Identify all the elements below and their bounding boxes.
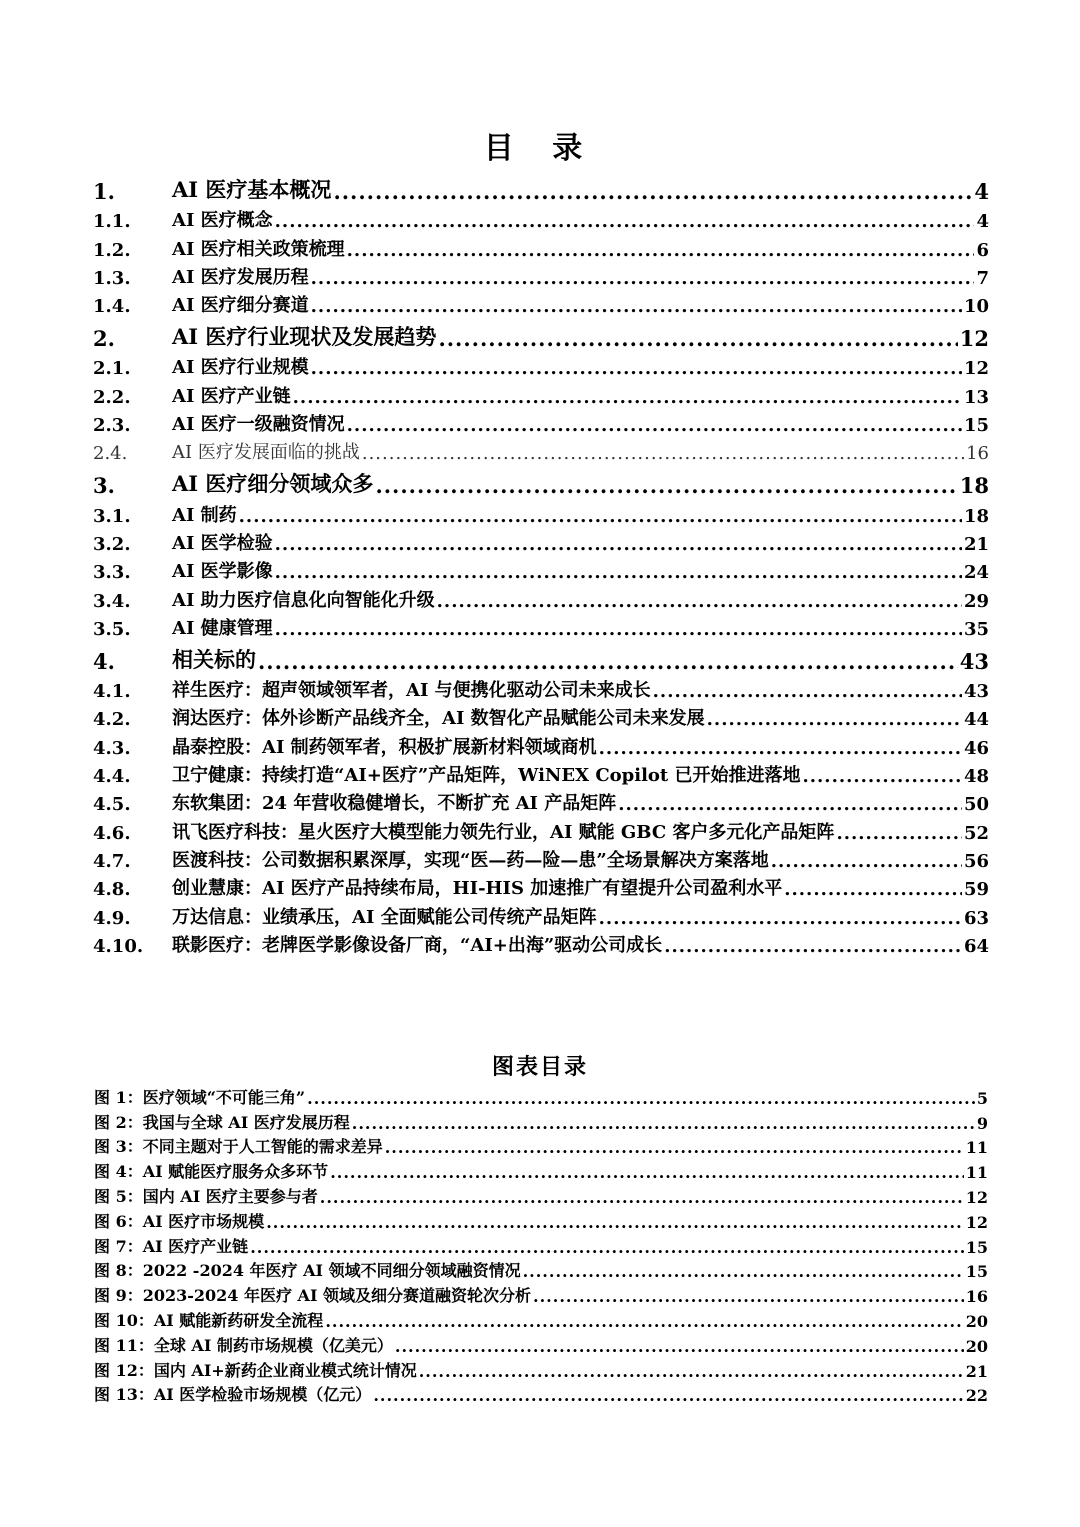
dot-leader — [258, 649, 958, 674]
toc-entry-label: AI 制药 — [172, 504, 237, 526]
toc-entry-page: 44 — [963, 709, 989, 731]
toc-entry[interactable] — [93, 379, 989, 407]
figure-entry-page: 11 — [965, 1163, 988, 1183]
toc-entry-page: 50 — [963, 794, 989, 816]
figure-entry[interactable] — [94, 1108, 988, 1133]
dot-leader — [250, 1238, 964, 1257]
toc-entry-number: 2. — [93, 326, 115, 352]
toc-entry-page: 48 — [963, 766, 989, 788]
dot-leader — [771, 851, 962, 872]
toc-entry-page: 21 — [963, 533, 989, 555]
toc-entry-label: AI 医疗细分赛道 — [172, 295, 309, 317]
toc-entry-label: 联影医疗：老牌医学影像设备厂商，“AI+出海”驱动公司成长 — [172, 934, 663, 956]
toc-entry[interactable] — [93, 555, 989, 583]
figure-entry-label: 图 1：医疗领域“不可能三角” — [94, 1087, 306, 1107]
figure-entry[interactable] — [94, 1257, 988, 1282]
figure-entry-label: 图 7：AI 医疗产业链 — [94, 1236, 249, 1256]
toc-entry-number: 4.4. — [93, 766, 131, 788]
toc-entry-number: 1.3. — [93, 267, 131, 289]
figure-entry[interactable] — [94, 1232, 988, 1257]
dot-leader — [347, 240, 975, 261]
dot-leader — [419, 1362, 964, 1381]
figure-entry-label: 图 8：2022 -2024 年医疗 AI 领域不同细分领域融资情况 — [94, 1261, 521, 1281]
toc-entry[interactable] — [93, 261, 989, 289]
toc-entry-number: 2.4. — [93, 443, 128, 465]
toc-entry[interactable] — [93, 317, 989, 351]
toc-entry-page: 6 — [976, 239, 989, 261]
figure-entry[interactable] — [94, 1207, 988, 1232]
toc-entry-number: 1.2. — [93, 239, 131, 261]
toc-entry-label: AI 医疗一级融资情况 — [172, 414, 345, 436]
dot-leader — [239, 506, 962, 527]
toc-entry-page: 29 — [963, 590, 989, 612]
toc-entry-label: AI 医疗细分领域众多 — [172, 471, 374, 497]
dot-leader — [275, 562, 962, 583]
toc-entry-label: 医渡科技：公司数据积累深厚，实现“医—药—险—患”全场景解决方案落地 — [172, 849, 769, 871]
figure-entry-page: 15 — [965, 1237, 988, 1257]
dot-leader — [618, 794, 962, 815]
dot-leader — [266, 1213, 964, 1232]
toc-entry-label: AI 医疗行业规模 — [172, 357, 309, 379]
toc-entry-page: 56 — [963, 850, 989, 872]
toc-entry-page: 35 — [963, 618, 989, 640]
figure-entry-page: 22 — [965, 1386, 988, 1406]
toc-entry[interactable] — [93, 464, 989, 498]
toc-entry-label: AI 医疗产业链 — [172, 385, 291, 407]
toc-entry-label: 祥生医疗：超声领域领军者，AI 与便携化驱动公司未来成长 — [172, 680, 651, 702]
toc-entry-number: 3.3. — [93, 562, 131, 584]
dot-leader — [784, 879, 962, 900]
toc-entry-page: 15 — [963, 415, 989, 437]
toc-entry[interactable] — [93, 640, 989, 674]
toc-entry-label: AI 医学影像 — [172, 561, 273, 583]
toc-entry[interactable] — [93, 872, 989, 900]
figure-entry-label: 图 11：全球 AI 制药市场规模（亿美元） — [94, 1335, 393, 1355]
figure-entry-page: 9 — [976, 1113, 988, 1133]
toc-entry[interactable] — [93, 351, 989, 379]
dot-leader — [311, 268, 975, 289]
toc-entry-number: 3.5. — [93, 618, 131, 640]
figure-entry-label: 图 5：国内 AI 医疗主要参与者 — [94, 1186, 318, 1206]
toc-entry-number: 3. — [93, 473, 115, 499]
toc-entry-number: 4.9. — [93, 907, 131, 929]
figure-entry-page: 20 — [965, 1311, 988, 1331]
figure-entry-page: 21 — [965, 1361, 988, 1381]
toc-entry[interactable] — [93, 498, 989, 526]
toc-entry[interactable] — [93, 844, 989, 872]
toc-entry-label: 晶泰控股：AI 制药领军者，积极扩展新材料领域商机 — [172, 736, 597, 758]
dot-leader — [653, 681, 962, 702]
dot-leader — [333, 179, 972, 204]
toc-entry-label: AI 助力医疗信息化向智能化升级 — [172, 589, 435, 611]
toc-entry-number: 1.1. — [93, 211, 131, 233]
dot-leader — [311, 296, 962, 317]
toc-entry-page: 16 — [966, 443, 989, 465]
toc-entry-number: 2.3. — [93, 415, 131, 437]
toc-entry[interactable] — [93, 232, 989, 260]
dot-leader — [352, 1114, 975, 1133]
toc-entry-label: 创业慧康：AI 医疗产品持续布局，HI-HIS 加速推广有望提升公司盈利水平 — [172, 878, 783, 900]
toc-entry-label: 润达医疗：体外诊断产品线齐全，AI 数智化产品赋能公司未来发展 — [172, 708, 705, 730]
dot-leader — [437, 591, 962, 612]
figure-entry-page: 20 — [965, 1336, 988, 1356]
toc-entry-number: 4.10. — [93, 935, 144, 957]
toc-entry-page: 46 — [963, 737, 989, 759]
figure-entry-label: 图 2：我国与全球 AI 医疗发展历程 — [94, 1112, 350, 1132]
toc-entry-number: 3.4. — [93, 590, 131, 612]
dot-leader — [385, 1138, 964, 1157]
dot-leader — [836, 823, 962, 844]
figure-list — [94, 1083, 988, 1405]
dot-leader — [362, 443, 964, 464]
toc-entry-number: 4.6. — [93, 822, 131, 844]
toc-entry-number: 4. — [93, 648, 115, 674]
figure-entry[interactable] — [94, 1083, 988, 1108]
figure-entry-page: 12 — [965, 1187, 988, 1207]
toc-entry-number: 3.1. — [93, 505, 131, 527]
figure-entry-label: 图 9：2023-2024 年医疗 AI 领域及细分赛道融资轮次分析 — [94, 1286, 532, 1306]
figure-entry-page: 15 — [965, 1262, 988, 1282]
toc-entry-label: AI 医学检验 — [172, 532, 273, 554]
toc-entry-page: 12 — [963, 358, 989, 380]
toc-entry[interactable] — [93, 730, 989, 758]
toc-entry[interactable] — [93, 583, 989, 611]
dot-leader — [330, 1163, 964, 1182]
toc-entry[interactable] — [93, 170, 989, 204]
dot-leader — [395, 1337, 964, 1356]
figure-entry[interactable] — [94, 1281, 988, 1306]
dot-leader — [275, 619, 962, 640]
toc-title: 目 录 — [483, 131, 597, 166]
figure-entry-page: 16 — [965, 1287, 988, 1307]
toc-entry[interactable] — [93, 436, 989, 464]
dot-leader — [599, 908, 962, 929]
toc-entry-number: 4.1. — [93, 681, 131, 703]
toc-entry-number: 3.2. — [93, 533, 131, 555]
toc-entry-number: 4.8. — [93, 879, 131, 901]
figure-entry[interactable] — [94, 1356, 988, 1381]
toc-entry-page: 18 — [959, 473, 989, 499]
dot-leader — [533, 1287, 964, 1306]
toc-entry-number: 4.5. — [93, 794, 131, 816]
toc-entry-page: 52 — [963, 822, 989, 844]
dot-leader — [438, 326, 957, 351]
figure-entry-label: 图 3：不同主题对于人工智能的需求差异 — [94, 1137, 383, 1157]
figure-list-title: 图表目录 — [491, 1054, 588, 1080]
dot-leader — [307, 1089, 975, 1108]
dot-leader — [293, 387, 962, 408]
toc-entry-label: AI 健康管理 — [172, 617, 273, 639]
toc-entry-page: 4 — [976, 211, 989, 233]
toc-entry-page: 7 — [976, 267, 989, 289]
figure-entry-label: 图 4：AI 赋能医疗服务众多环节 — [94, 1162, 329, 1182]
dot-leader — [664, 936, 962, 957]
toc-entry-label: AI 医疗概念 — [172, 210, 273, 232]
dot-leader — [325, 1312, 963, 1331]
toc-entry-page: 43 — [959, 648, 989, 674]
toc-entry-number: 2.1. — [93, 358, 131, 380]
toc-entry[interactable] — [93, 289, 989, 317]
dot-leader — [275, 534, 962, 555]
toc-entry[interactable] — [93, 929, 989, 957]
dot-leader — [375, 473, 957, 498]
toc-entry[interactable] — [93, 674, 989, 702]
toc-entry[interactable] — [93, 702, 989, 730]
toc-entry-label: AI 医疗相关政策梳理 — [172, 238, 345, 260]
dot-leader — [599, 738, 962, 759]
dot-leader — [311, 358, 962, 379]
toc-entry[interactable] — [93, 815, 989, 843]
figure-entry-label: 图 12：国内 AI+新药企业商业模式统计情况 — [94, 1360, 417, 1380]
toc-entry-label: AI 医疗发展历程 — [172, 266, 309, 288]
toc-entry-label: AI 医疗行业现状及发展趋势 — [172, 324, 437, 350]
toc-entry-page: 4 — [974, 179, 989, 204]
toc-entry-label: 卫宁健康：持续打造“AI+医疗”产品矩阵，WiNEX Copilot 已开始推进落地 — [172, 765, 801, 787]
toc-entry-label: 万达信息：业绩承压，AI 全面赋能公司传统产品矩阵 — [172, 906, 597, 928]
table-of-contents — [93, 170, 989, 957]
dot-leader — [523, 1262, 964, 1281]
toc-entry-page: 10 — [963, 296, 989, 318]
toc-entry-label: AI 医疗发展面临的挑战 — [172, 442, 360, 464]
toc-entry-label: 相关标的 — [172, 646, 256, 672]
toc-entry-number: 4.7. — [93, 850, 131, 872]
toc-entry-page: 18 — [963, 505, 989, 527]
toc-entry[interactable] — [93, 408, 989, 436]
toc-entry-label: 讯飞医疗科技：星火医疗大模型能力领先行业，AI 赋能 GBC 客户多元化产品矩阵 — [172, 821, 835, 843]
toc-entry-number: 4.2. — [93, 709, 131, 731]
toc-entry-label: 东软集团：24 年营收稳健增长，不断扩充 AI 产品矩阵 — [172, 793, 617, 815]
figure-entry[interactable] — [94, 1157, 988, 1182]
toc-entry[interactable] — [93, 900, 989, 928]
dot-leader — [707, 709, 962, 730]
dot-leader — [275, 211, 975, 232]
figure-entry-label: 图 10：AI 赋能新药研发全流程 — [94, 1310, 324, 1330]
dot-leader — [320, 1188, 964, 1207]
dot-leader — [347, 415, 962, 436]
toc-entry-label: AI 医疗基本概况 — [172, 177, 332, 202]
toc-entry-number: 1. — [93, 179, 115, 204]
toc-entry-page: 64 — [963, 935, 989, 957]
toc-entry-number: 1.4. — [93, 296, 131, 318]
figure-entry[interactable] — [94, 1306, 988, 1331]
figure-entry-page: 5 — [976, 1088, 988, 1108]
toc-entry[interactable] — [93, 612, 989, 640]
figure-entry-label: 图 6：AI 医疗市场规模 — [94, 1211, 265, 1231]
figure-entry-page: 12 — [965, 1212, 988, 1232]
toc-entry-number: 4.3. — [93, 737, 131, 759]
figure-entry[interactable] — [94, 1182, 988, 1207]
toc-entry[interactable] — [93, 204, 989, 232]
figure-entry-page: 11 — [965, 1138, 988, 1158]
toc-entry-page: 59 — [963, 879, 989, 901]
toc-entry-page: 12 — [959, 326, 989, 352]
toc-entry-page: 63 — [963, 907, 989, 929]
figure-entry[interactable] — [94, 1381, 988, 1406]
figure-entry[interactable] — [94, 1331, 988, 1356]
dot-leader — [803, 766, 962, 787]
dot-leader — [373, 1386, 963, 1405]
toc-entry[interactable] — [93, 787, 989, 815]
toc-entry-page: 13 — [963, 386, 989, 408]
figure-entry[interactable] — [94, 1133, 988, 1158]
toc-entry[interactable] — [93, 527, 989, 555]
toc-entry-page: 43 — [963, 681, 989, 703]
toc-entry-page: 24 — [963, 562, 989, 584]
toc-entry[interactable] — [93, 759, 989, 787]
toc-entry-number: 2.2. — [93, 386, 131, 408]
figure-entry-label: 图 13：AI 医学检验市场规模（亿元） — [94, 1385, 372, 1405]
